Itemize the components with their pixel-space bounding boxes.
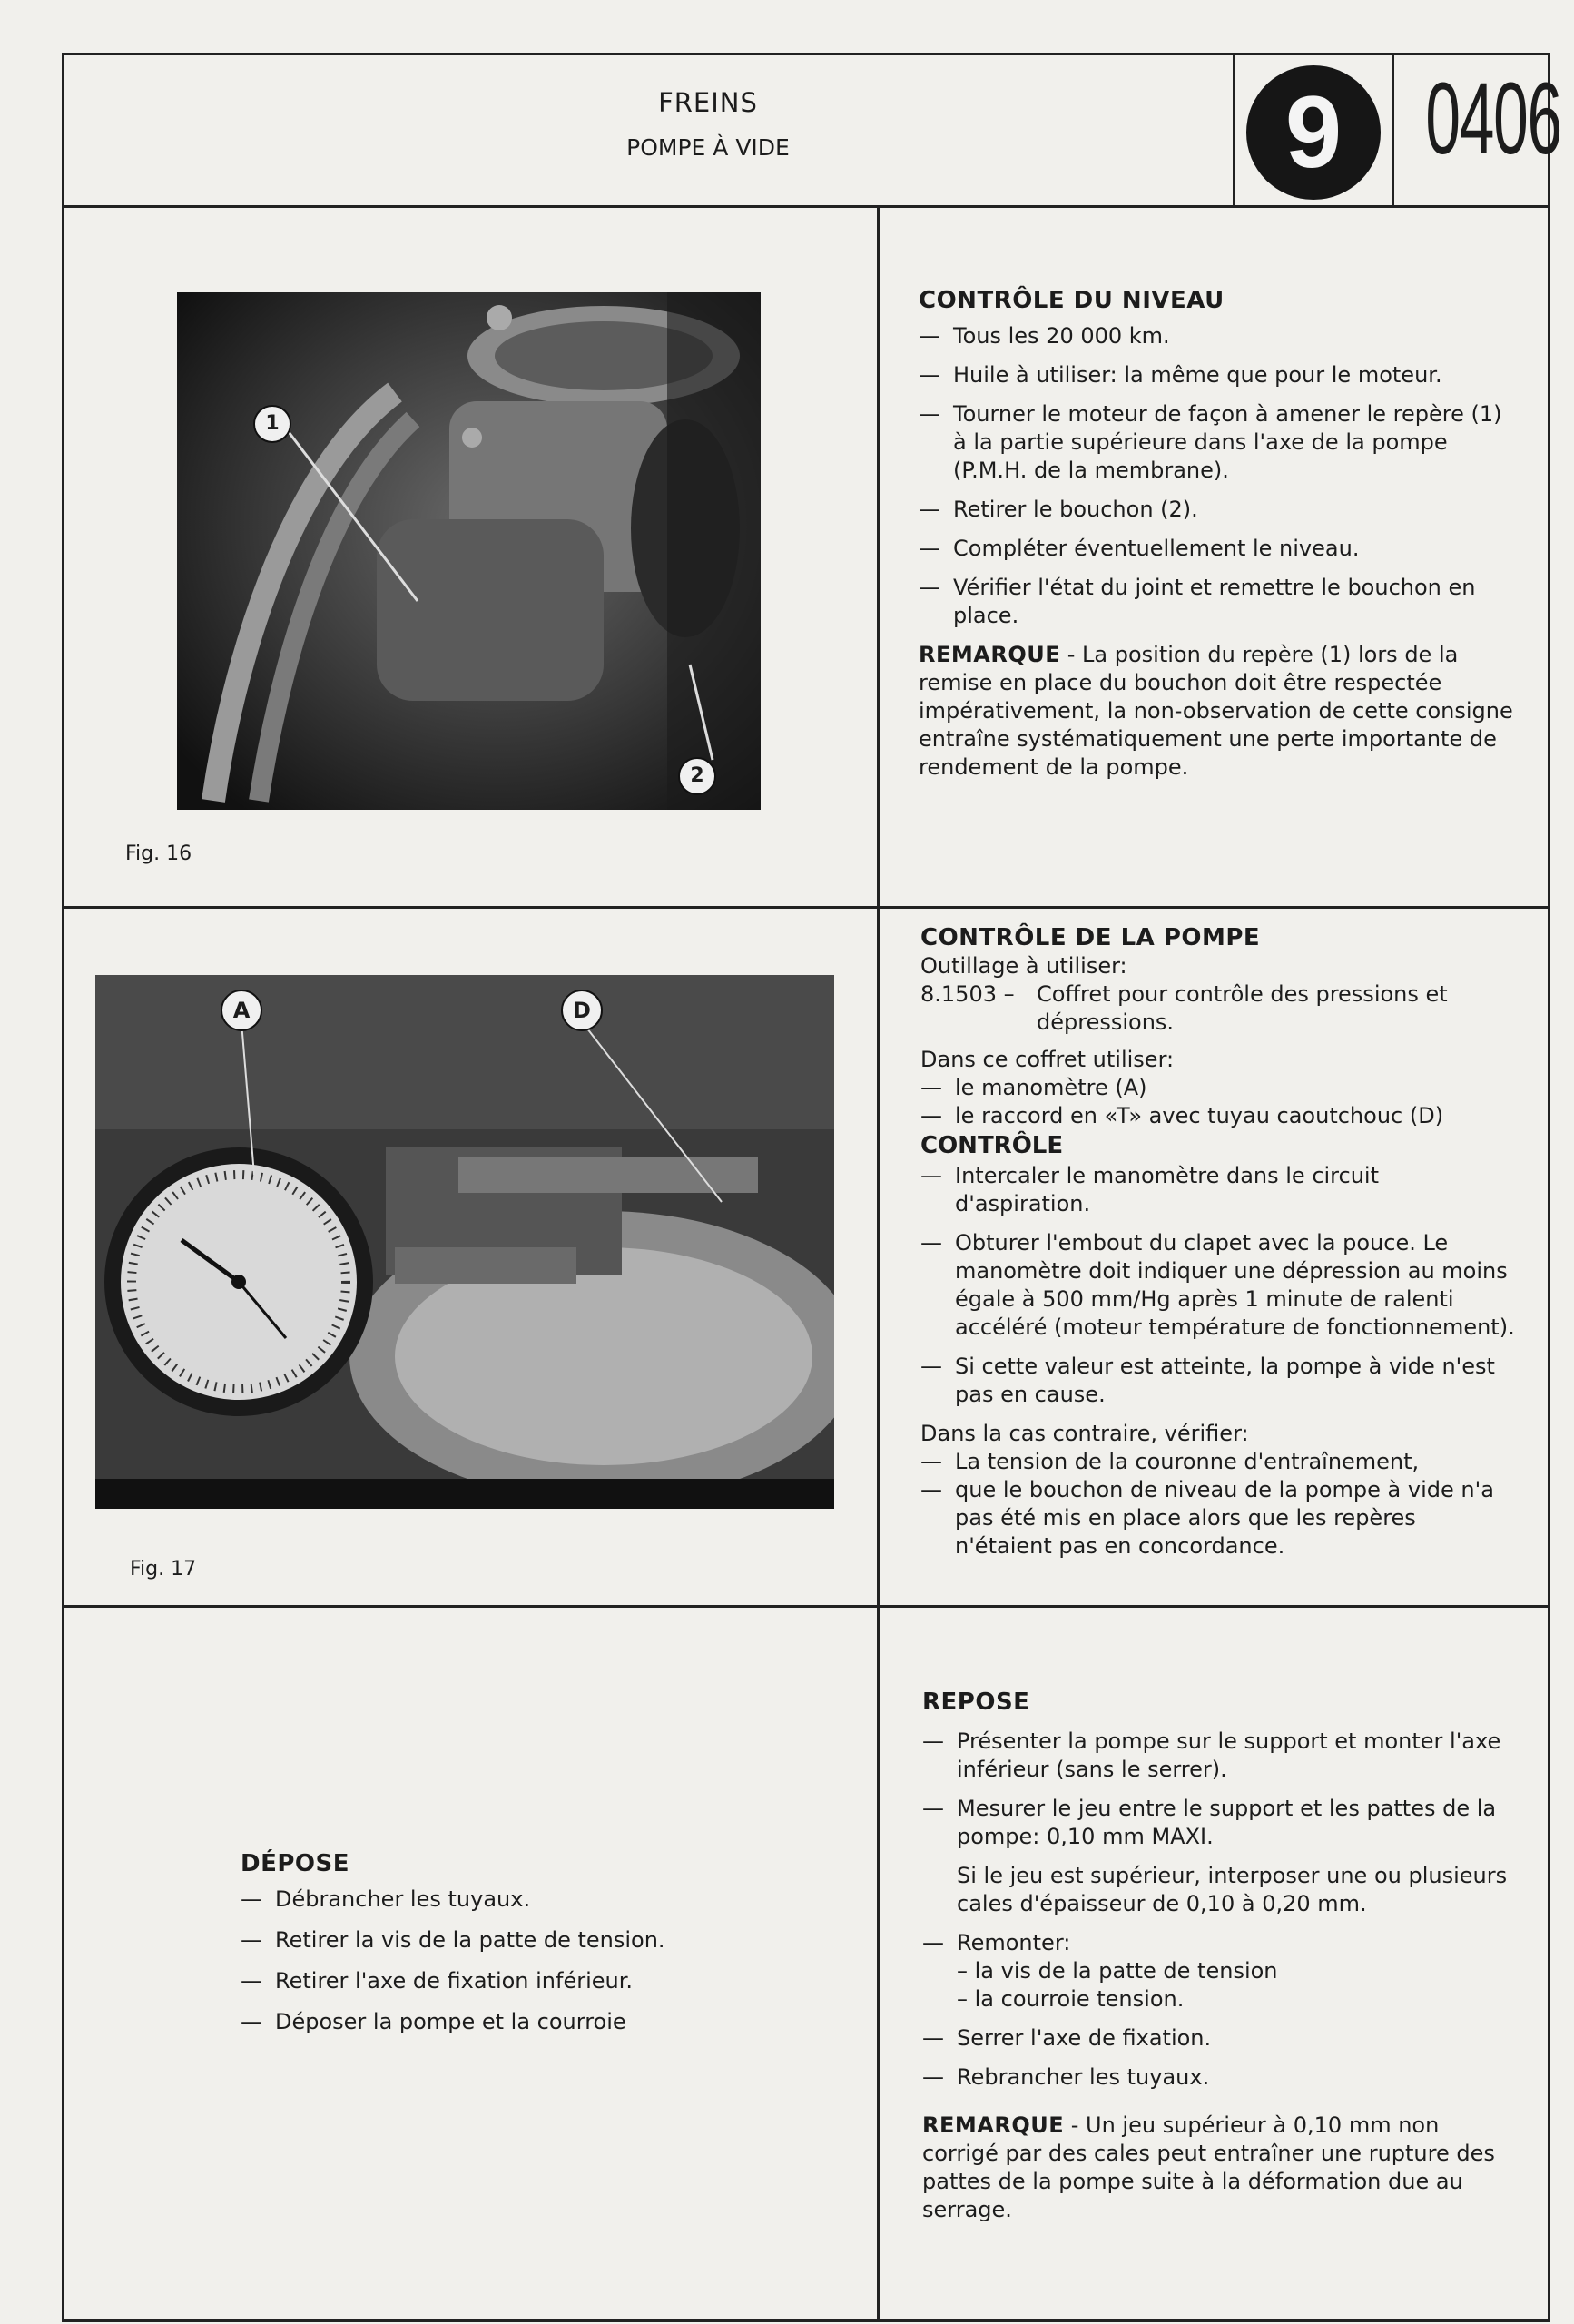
heading-controle: CONTRÔLE bbox=[920, 1132, 1064, 1159]
fig17-caption: Fig. 17 bbox=[130, 1558, 197, 1581]
note-text: - La position du repère (1) lors de la remise en place du bouchon doit être respectée impérativement, la non-observation de cette consigne entraîne systématiquement une perte importante de rendement de la pompe. bbox=[919, 642, 1513, 780]
heading-controle-niveau: CONTRÔLE DU NIVEAU bbox=[919, 287, 1225, 314]
fig16-photo bbox=[177, 292, 761, 810]
list-item: — Retirer l'axe de fixation inférieur. bbox=[241, 1967, 831, 1995]
page-subtitle: POMPE À VIDE bbox=[626, 134, 790, 161]
tool-row bbox=[920, 980, 1515, 1037]
repose-paragraph: Si le jeu est supérieur, interposer une ou plusieurs cales d'épaisseur de 0,10 à 0,20 mm. bbox=[957, 1863, 1508, 1916]
page-title: FREINS bbox=[658, 87, 758, 118]
list-item: — Retirer le bouchon (2). bbox=[919, 496, 1513, 524]
note-text: - Un jeu supérieur à 0,10 mm non corrigé par des cales peut entraîner une rupture des pattes de la pompe suite à la déformation due au serrage. bbox=[922, 2112, 1495, 2222]
section-controle-pompe bbox=[920, 924, 1515, 1561]
repose-remonter: — Remonter: bbox=[957, 1930, 1071, 1955]
row-divider-1 bbox=[62, 906, 1550, 909]
list-item: — Obturer l'embout du clapet avec la pouce. Le manomètre doit indiquer une dépression au moins égale à 500 mm/Hg après 1 minute de ralenti accéléré (moteur température de fonctionnement). bbox=[920, 1229, 1515, 1342]
section-controle-niveau bbox=[919, 287, 1513, 782]
callout-a: A bbox=[221, 990, 262, 1031]
note-controle-niveau bbox=[919, 641, 1513, 782]
use-label: Dans ce coffret utiliser: bbox=[920, 1047, 1175, 1072]
section-repose bbox=[922, 1689, 1517, 2224]
list-item: — Intercaler le manomètre dans le circuit d'aspiration. bbox=[920, 1162, 1515, 1218]
list-item: — Tourner le moteur de façon à amener le repère (1) à la partie supérieure dans l'axe de la pompe (P.M.H. de la membrane). bbox=[919, 400, 1513, 485]
list-item: — le manomètre (A) bbox=[920, 1074, 1515, 1102]
tooling-label: Outillage à utiliser: bbox=[920, 953, 1127, 979]
section-number-badge: 9 bbox=[1246, 65, 1381, 200]
fig16-caption: Fig. 16 bbox=[125, 842, 192, 865]
sub-item: – la vis de la patte de tension bbox=[957, 1958, 1278, 1984]
list-item: — Rebrancher les tuyaux. bbox=[922, 2063, 1517, 2092]
list-item: — La tension de la couronne d'entraînement, bbox=[920, 1448, 1515, 1476]
list-item: — Vérifier l'état du joint et remettre le bouchon en place. bbox=[919, 574, 1513, 630]
header-divider bbox=[62, 205, 1550, 208]
header-code-divider bbox=[1392, 53, 1394, 207]
header-section-divider bbox=[1233, 53, 1235, 207]
tool-code: 8.1503 – bbox=[920, 981, 1015, 1007]
heading-repose: REPOSE bbox=[922, 1689, 1030, 1716]
section-depose bbox=[241, 1850, 831, 2047]
callout-1: 1 bbox=[253, 405, 291, 443]
list-item: — Serrer l'axe de fixation. bbox=[922, 2024, 1517, 2053]
list-item: — Débrancher les tuyaux. bbox=[241, 1886, 831, 1914]
note-label: REMARQUE bbox=[919, 642, 1061, 667]
page-code: 0406 bbox=[1425, 62, 1561, 175]
list-item: — Retirer la vis de la patte de tension. bbox=[241, 1926, 831, 1955]
fig17-photo bbox=[95, 975, 834, 1509]
list-item: — Mesurer le jeu entre le support et les pattes de la pompe: 0,10 mm MAXI. bbox=[922, 1795, 1517, 1851]
list-item: — que le bouchon de niveau de la pompe à vide n'a pas été mis en place alors que les repères n'étaient pas en concordance. bbox=[920, 1476, 1515, 1561]
tool-desc: Coffret pour contrôle des pressions et dépressions. bbox=[1037, 981, 1448, 1035]
sub-item: – la courroie tension. bbox=[957, 1986, 1185, 2012]
list-item: — Déposer la pompe et la courroie bbox=[241, 2008, 831, 2036]
note-repose bbox=[922, 2112, 1517, 2224]
list-item: — Compléter éventuellement le niveau. bbox=[919, 535, 1513, 563]
heading-controle-pompe: CONTRÔLE DE LA POMPE bbox=[920, 924, 1261, 951]
list-item: — Si cette valeur est atteinte, la pompe à vide n'est pas en cause. bbox=[920, 1353, 1515, 1409]
else-label: Dans la cas contraire, vérifier: bbox=[920, 1421, 1249, 1446]
list-item: — le raccord en «T» avec tuyau caoutchouc (D) bbox=[920, 1102, 1515, 1130]
row-divider-2 bbox=[62, 1605, 1550, 1608]
column-divider bbox=[877, 205, 880, 2322]
list-item: — Tous les 20 000 km. bbox=[919, 322, 1513, 350]
list-item bbox=[922, 1929, 1517, 2014]
callout-d: D bbox=[561, 990, 603, 1031]
list-item: — Huile à utiliser: la même que pour le moteur. bbox=[919, 361, 1513, 389]
callout-2: 2 bbox=[678, 757, 716, 795]
list-item: — Présenter la pompe sur le support et monter l'axe inférieur (sans le serrer). bbox=[922, 1728, 1517, 1784]
heading-depose: DÉPOSE bbox=[241, 1850, 349, 1877]
note-label: REMARQUE bbox=[922, 2112, 1065, 2138]
